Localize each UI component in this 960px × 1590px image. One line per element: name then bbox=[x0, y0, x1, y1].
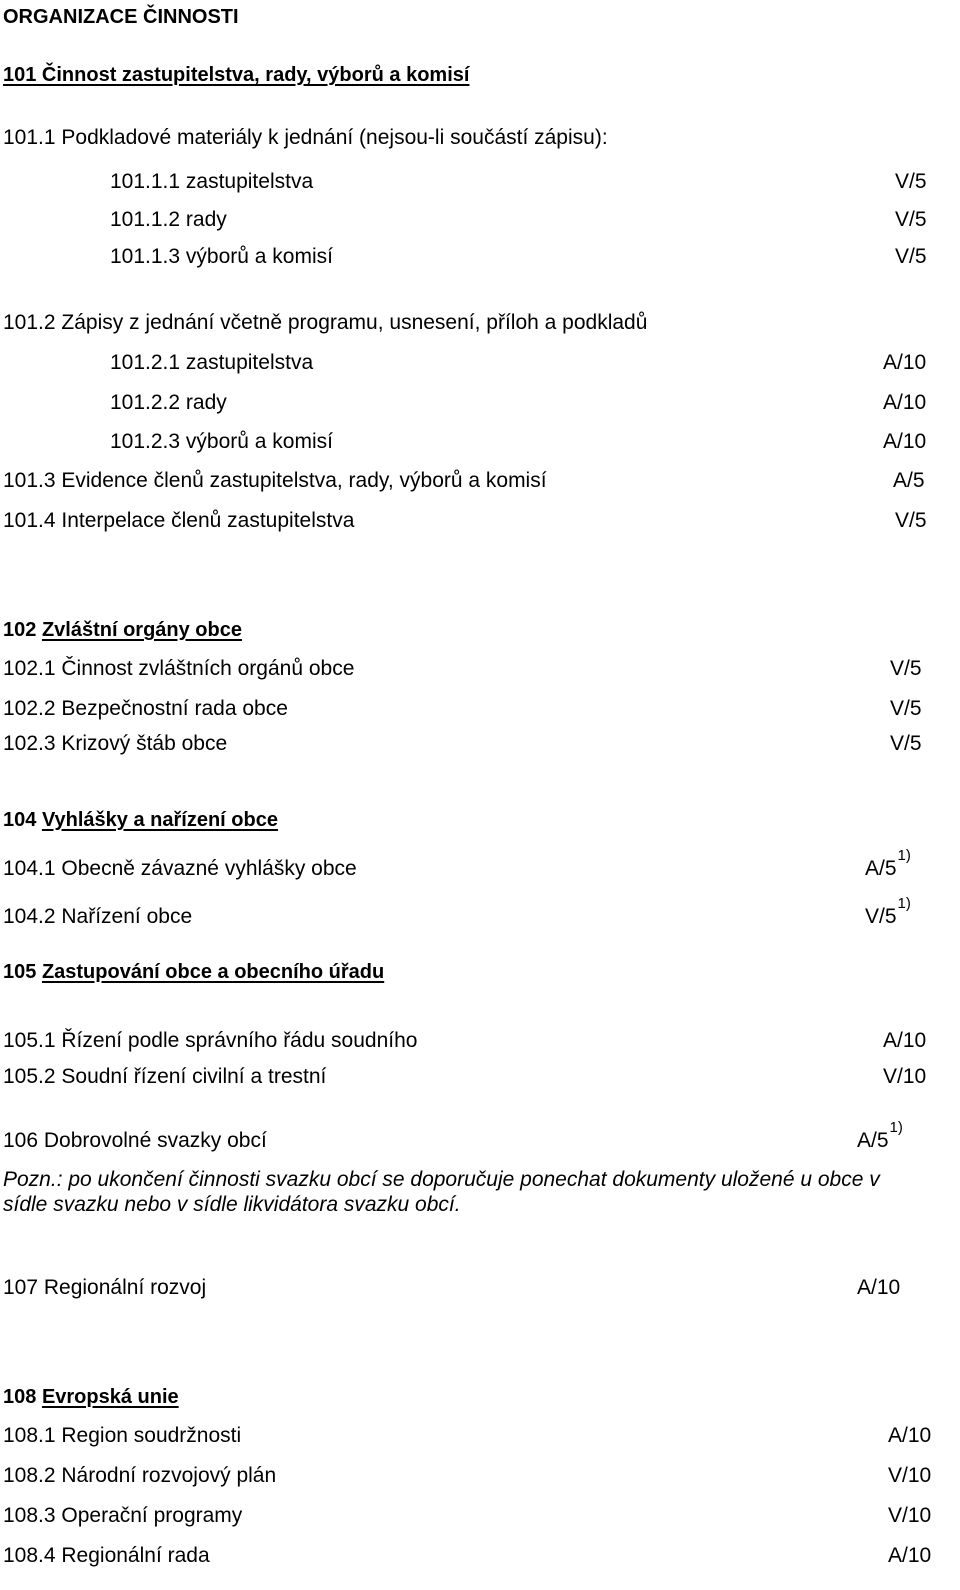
section-101-heading: 101 Činnost zastupitelstva, rady, výborů a komisí bbox=[3, 64, 470, 86]
item-108-4-label: 108.4 Regionální rada bbox=[3, 1544, 210, 1567]
item-101-1-2-label: 101.1.2 rady bbox=[110, 208, 227, 231]
item-104-1-note: 1) bbox=[897, 847, 911, 864]
section-108-number: 108 bbox=[3, 1386, 37, 1408]
item-104-1-code-group bbox=[865, 847, 911, 880]
item-101-1-3-code: V/5 bbox=[895, 245, 927, 268]
item-101-2-1-label: 101.2.1 zastupitelstva bbox=[110, 351, 314, 374]
section-105-heading bbox=[3, 962, 384, 982]
item-106-code: A/5 bbox=[857, 1129, 889, 1152]
section-102-number: 102 bbox=[3, 619, 37, 641]
item-108-3-code: V/10 bbox=[888, 1504, 932, 1527]
item-105-1-label: 105.1 Řízení podle správního řádu soudního bbox=[3, 1029, 418, 1052]
item-105-2-code: V/10 bbox=[883, 1065, 927, 1088]
note-line-1: Pozn.: po ukončení činnosti svazku obcí se doporučuje ponechat dokumenty uložené u obce v bbox=[3, 1168, 880, 1191]
item-106-code-group bbox=[857, 1119, 903, 1152]
item-105-2-label: 105.2 Soudní řízení civilní a trestní bbox=[3, 1065, 327, 1088]
item-104-2-code-group bbox=[865, 895, 911, 928]
item-104-1-label: 104.1 Obecně závazné vyhlášky obce bbox=[3, 857, 357, 880]
section-105-number: 105 bbox=[3, 961, 37, 983]
item-106-label: 106 Dobrovolné svazky obcí bbox=[3, 1129, 267, 1152]
item-108-4-code: A/10 bbox=[888, 1544, 932, 1567]
item-102-3-label: 102.3 Krizový štáb obce bbox=[3, 732, 228, 755]
item-101-1-1-code: V/5 bbox=[895, 170, 927, 193]
item-108-3-label: 108.3 Operační programy bbox=[3, 1504, 243, 1527]
section-104-name: Vyhlášky a nařízení obce bbox=[41, 809, 278, 831]
section-102-heading bbox=[3, 620, 242, 640]
item-104-2-code: V/5 bbox=[865, 905, 897, 928]
item-101-2-2-label: 101.2.2 rady bbox=[110, 391, 227, 414]
item-104-1-code: A/5 bbox=[865, 857, 897, 880]
item-102-2-code: V/5 bbox=[890, 697, 922, 720]
item-101-1-2-code: V/5 bbox=[895, 208, 927, 231]
item-104-2-note: 1) bbox=[897, 895, 911, 912]
item-102-1-label: 102.1 Činnost zvláštních orgánů obce bbox=[3, 657, 355, 680]
item-102-1-code: V/5 bbox=[890, 657, 922, 680]
item-108-1-code: A/10 bbox=[888, 1424, 932, 1447]
item-102-3-code: V/5 bbox=[890, 732, 922, 755]
section-108-heading bbox=[3, 1387, 179, 1407]
section-104-heading bbox=[3, 810, 278, 830]
page-title: ORGANIZACE ČINNOSTI bbox=[3, 6, 239, 28]
item-107-code: A/10 bbox=[857, 1276, 901, 1299]
item-105-1-code: A/10 bbox=[883, 1029, 927, 1052]
item-108-2-label: 108.2 Národní rozvojový plán bbox=[3, 1464, 277, 1487]
section-104-number: 104 bbox=[3, 809, 37, 831]
item-108-2-code: V/10 bbox=[888, 1464, 932, 1487]
item-101-4-label: 101.4 Interpelace členů zastupitelstva bbox=[3, 509, 355, 532]
item-101-2-1-code: A/10 bbox=[883, 351, 927, 374]
section-108-name: Evropská unie bbox=[41, 1386, 179, 1408]
item-101-2-3-code: A/10 bbox=[883, 430, 927, 453]
item-108-1-label: 108.1 Region soudržnosti bbox=[3, 1424, 242, 1447]
section-102-name: Zvláštní orgány obce bbox=[41, 619, 242, 641]
item-102-2-label: 102.2 Bezpečnostní rada obce bbox=[3, 697, 288, 720]
item-101-1-3-label: 101.1.3 výborů a komisí bbox=[110, 245, 333, 268]
item-106-note: 1) bbox=[889, 1119, 903, 1136]
item-101-1: 101.1 Podkladové materiály k jednání (nejsou-li součástí zápisu): bbox=[3, 126, 608, 149]
item-101-3-label: 101.3 Evidence členů zastupitelstva, rady, výborů a komisí bbox=[3, 469, 547, 492]
item-107-label: 107 Regionální rozvoj bbox=[3, 1276, 207, 1299]
item-101-2-3-label: 101.2.3 výborů a komisí bbox=[110, 430, 333, 453]
item-101-2: 101.2 Zápisy z jednání včetně programu, usnesení, příloh a podkladů bbox=[3, 311, 648, 334]
item-101-3-code: A/5 bbox=[893, 469, 925, 492]
note-line-2: sídle svazku nebo v sídle likvidátora svazku obcí. bbox=[3, 1193, 461, 1216]
section-105-name: Zastupování obce a obecního úřadu bbox=[41, 961, 385, 983]
item-101-1-1-label: 101.1.1 zastupitelstva bbox=[110, 170, 314, 193]
item-104-2-label: 104.2 Nařízení obce bbox=[3, 905, 193, 928]
item-101-4-code: V/5 bbox=[895, 509, 927, 532]
item-101-2-2-code: A/10 bbox=[883, 391, 927, 414]
